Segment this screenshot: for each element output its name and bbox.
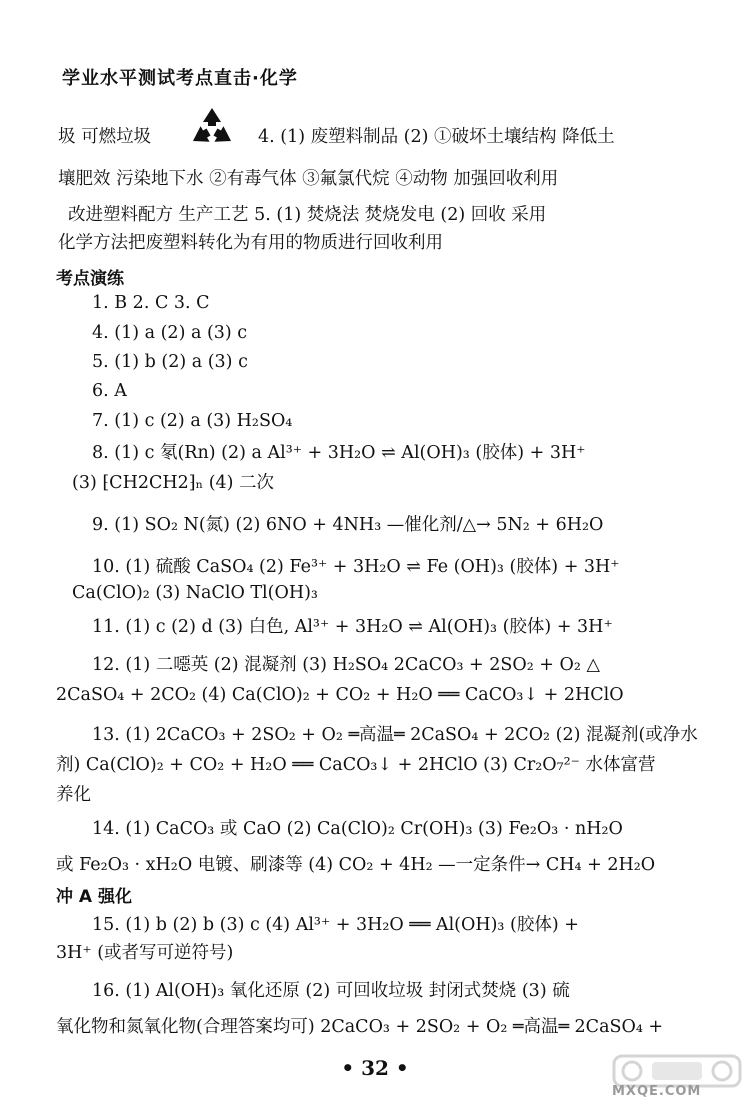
text-line: 壤肥效 污染地下水 ②有毒气体 ③氟氯代烷 ④动物 加强回收利用 bbox=[58, 169, 559, 189]
answer-line: Ca(ClO)₂ (3) NaClO Tl(OH)₃ bbox=[72, 583, 318, 603]
answer-line: 16. (1) Al(OH)₃ 氧化还原 (2) 可回收垃圾 封闭式焚烧 (3) 硫 bbox=[92, 981, 570, 1001]
answer-line: 14. (1) CaCO₃ 或 CaO (2) Ca(ClO)₂ Cr(OH)₃ (3) Fe₂O₃ · nH₂O bbox=[92, 819, 623, 839]
answer-line: 13. (1) 2CaCO₃ + 2SO₂ + O₂ ═高温═ 2CaSO₄ + 2CO₂ (2) 混凝剂(或净水 bbox=[92, 725, 698, 745]
text-line: 4. (1) 废塑料制品 (2) ①破坏土壤结构 降低土 bbox=[258, 127, 615, 147]
page-number: • 32 • bbox=[341, 1056, 409, 1080]
answer-line: 11. (1) c (2) d (3) 白色, Al³⁺ + 3H₂O ⇌ Al(OH)₃ (胶体) + 3H⁺ bbox=[92, 617, 613, 637]
text-line: 圾 可燃垃圾 bbox=[58, 127, 152, 147]
section-heading: 考点演练 bbox=[56, 269, 124, 289]
text-line: 化学方法把废塑料转化为有用的物质进行回收利用 bbox=[58, 233, 443, 253]
watermark-text: MXQE.COM bbox=[612, 1084, 702, 1099]
section-heading: 冲 A 强化 bbox=[56, 887, 132, 907]
answer-line: 2CaSO₄ + 2CO₂ (4) Ca(ClO)₂ + CO₂ + H₂O ══ CaCO₃↓ + 2HClO bbox=[56, 685, 624, 705]
answer-line: 1. B 2. C 3. C bbox=[92, 293, 210, 313]
answer-line: 或 Fe₂O₃ · xH₂O 电镀、刷漆等 (4) CO₂ + 4H₂ —一定条件→ CH₄ + 2H₂O bbox=[56, 855, 656, 875]
recycle-icon bbox=[188, 104, 236, 152]
answer-line: 15. (1) b (2) b (3) c (4) Al³⁺ + 3H₂O ══ Al(OH)₃ (胶体) + bbox=[92, 915, 579, 935]
answer-line: 9. (1) SO₂ N(氮) (2) 6NO + 4NH₃ —催化剂/△→ 5N₂ + 6H₂O bbox=[92, 515, 604, 535]
page-header-title: 学业水平测试考点直击·化学 bbox=[62, 68, 298, 89]
answer-line: 4. (1) a (2) a (3) c bbox=[92, 323, 248, 343]
answer-line: 8. (1) c 氡(Rn) (2) a Al³⁺ + 3H₂O ⇌ Al(OH)₃ (胶体) + 3H⁺ bbox=[92, 443, 586, 463]
answer-line: 剂) Ca(ClO)₂ + CO₂ + H₂O ══ CaCO₃↓ + 2HClO (3) Cr₂O₇²⁻ 水体富营 bbox=[56, 755, 656, 775]
answer-line: 7. (1) c (2) a (3) H₂SO₄ bbox=[92, 411, 293, 431]
answer-line: 6. A bbox=[92, 381, 127, 401]
answer-line: 5. (1) b (2) a (3) c bbox=[92, 352, 248, 372]
answer-line: (3) ⁅CH2CH2⁆ₙ (4) 二次 bbox=[72, 473, 275, 493]
answer-line: 3H⁺ (或者写可逆符号) bbox=[56, 943, 234, 963]
answer-line: 养化 bbox=[56, 785, 91, 805]
answer-line: 10. (1) 硫酸 CaSO₄ (2) Fe³⁺ + 3H₂O ⇌ Fe (OH)₃ (胶体) + 3H⁺ bbox=[92, 557, 620, 577]
answer-line: 12. (1) 二噁英 (2) 混凝剂 (3) H₂SO₄ 2CaCO₃ + 2SO₂ + O₂ △ bbox=[92, 655, 600, 675]
answer-line: 氧化物和氮氧化物(合理答案均可) 2CaCO₃ + 2SO₂ + O₂ ═高温═ 2CaSO₄ + bbox=[56, 1017, 664, 1037]
text-line: 改进塑料配方 生产工艺 5. (1) 焚烧法 焚烧发电 (2) 回收 采用 bbox=[68, 205, 547, 225]
